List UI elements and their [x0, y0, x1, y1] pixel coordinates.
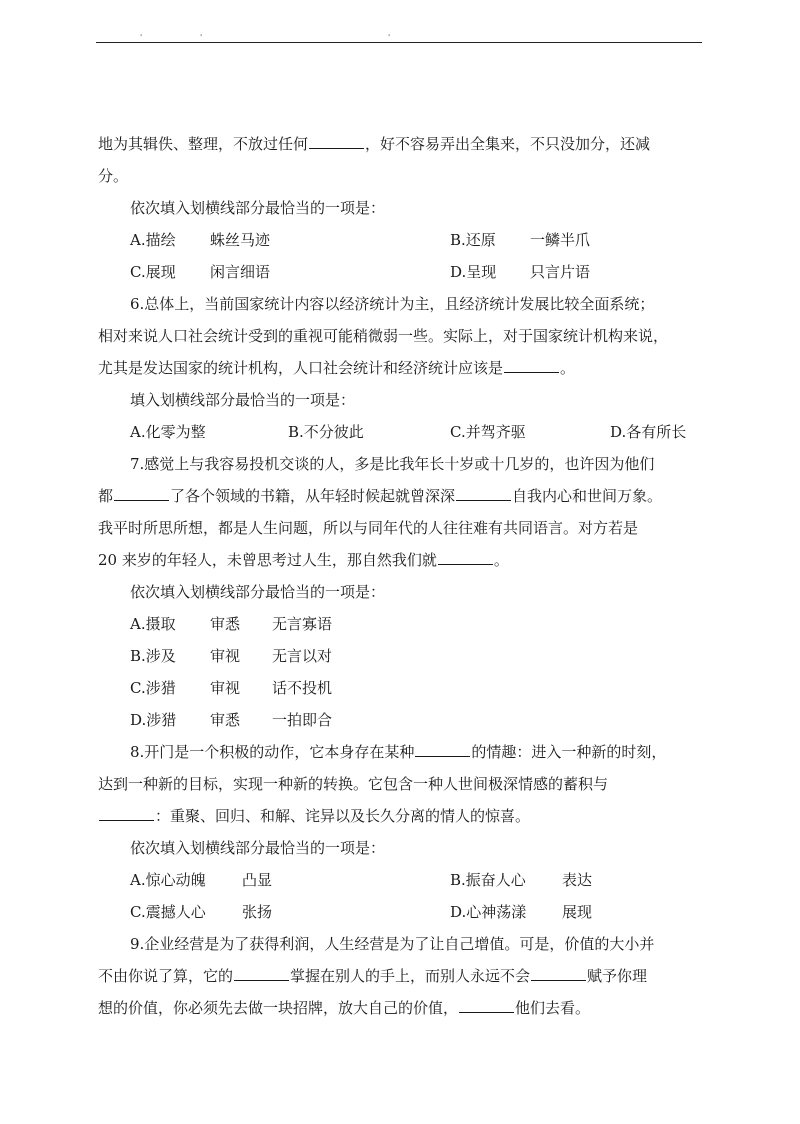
q5-options-row-2 — [98, 256, 698, 288]
q5-option-a: A.描绘 蛛丝马迹 — [130, 231, 271, 249]
q6-option-a: A.化零为整 — [130, 423, 206, 441]
q8-option-b: B.振奋人心 表达 — [450, 871, 593, 889]
q8-line-3: ：重聚、回归、和解、诧异以及长久分离的情人的惊喜。 — [98, 800, 698, 832]
header-mark: ' — [200, 33, 203, 42]
fill-blank — [456, 499, 511, 501]
document-body — [98, 128, 698, 1024]
fill-blank — [309, 147, 364, 149]
q5-option-c: C.展现 闲言细语 — [130, 263, 271, 281]
q9-line-1: 9.企业经营是为了获得利润，人生经营是为了让自己增值。可是，价值的大小并 — [130, 935, 655, 953]
fill-blank — [114, 499, 169, 501]
fill-blank — [459, 1011, 514, 1013]
q6-option-c: C.并驾齐驱 — [450, 423, 526, 441]
q7-option-a: A.摄取 审悉 无言寡语 — [130, 615, 333, 633]
q7-option-d: D.涉猎 审悉 一拍即合 — [130, 711, 333, 729]
q9-line-3: 想的价值，你必须先去做一块招牌，放大自己的价值， 他们去看。 — [98, 999, 591, 1017]
q6-line-1: 6.总体上，当前国家统计内容以经济统计为主，且经济统计发展比较全面系统； — [130, 295, 655, 313]
fill-blank — [415, 755, 470, 757]
q8-option-a: A.惊心动魄 凸显 — [130, 871, 273, 889]
q5-line-1: 地为其辑佚、整理，不放过任何 ，好不容易弄出全集来，不只没加分，还减 — [98, 135, 651, 153]
q7-prompt: 依次填入划横线部分最恰当的一项是： — [130, 583, 386, 601]
q6-option-d: D.各有所长 — [610, 423, 687, 441]
q6-line-2: 相对来说人口社会统计受到的重视可能稍微弱一些。实际上，对于国家统计机构来说， — [98, 327, 669, 345]
q6-line-3: 尤其是发达国家的统计机构，人口社会统计和经济统计应该是 。 — [98, 359, 576, 377]
q7-line-3: 我平时所思所想，都是人生问题，所以与同年代的人往往难有共同语言。对方若是 — [98, 519, 639, 537]
q7-line-1: 7.感觉上与我容易投机交谈的人，多是比我年长十岁或十几岁的，也许因为他们 — [130, 455, 655, 473]
q8-options-row-1 — [98, 864, 698, 896]
q5-option-b: B.还原 一鳞半爪 — [450, 231, 591, 249]
q8-prompt: 依次填入划横线部分最恰当的一项是： — [130, 839, 386, 857]
header-mark: ' — [388, 33, 391, 42]
q8-option-d: D.心神荡漾 展现 — [450, 903, 593, 921]
q5-options-row-1 — [98, 224, 698, 256]
fill-blank — [234, 979, 289, 981]
fill-blank — [438, 563, 493, 565]
q8-line-1: 8.开门是一个积极的动作，它本身存在某种 的情趣：进入一种新的时刻， — [130, 743, 667, 761]
header-rule — [96, 42, 702, 43]
q8-line-2: 达到一种新的目标，实现一种新的转换。它包含一种人世间极深情感的蓄积与 — [98, 775, 609, 793]
q7-line-4: 20 来岁的年轻人，未曾思考过人生，那自然我们就 。 — [98, 551, 509, 569]
q6-option-b: B.不分彼此 — [288, 423, 364, 441]
fill-blank — [99, 819, 154, 821]
q5-prompt: 依次填入划横线部分最恰当的一项是： — [130, 199, 386, 217]
q8-option-c: C.震撼人心 张扬 — [130, 903, 273, 921]
fill-blank — [504, 371, 559, 373]
header-mark: ' — [140, 33, 143, 42]
q8-options-row-2 — [98, 896, 698, 928]
q7-line-2: 都 了各个领域的书籍，从年轻时候起就曾深深 自我内心和世间万象。 — [98, 487, 663, 505]
q5-line-2: 分。 — [98, 167, 129, 185]
q7-option-b: B.涉及 审视 无言以对 — [130, 647, 333, 665]
fill-blank — [531, 979, 586, 981]
q6-prompt: 填入划横线部分最恰当的一项是： — [130, 391, 356, 409]
q9-line-2: 不由你说了算，它的 掌握在别人的手上，而别人永远不会 赋予你理 — [98, 967, 648, 985]
q6-options-row — [98, 416, 698, 448]
header-marks — [96, 34, 702, 42]
q5-option-d: D.呈现 只言片语 — [450, 263, 591, 281]
q7-option-c: C.涉猎 审视 话不投机 — [130, 679, 333, 697]
